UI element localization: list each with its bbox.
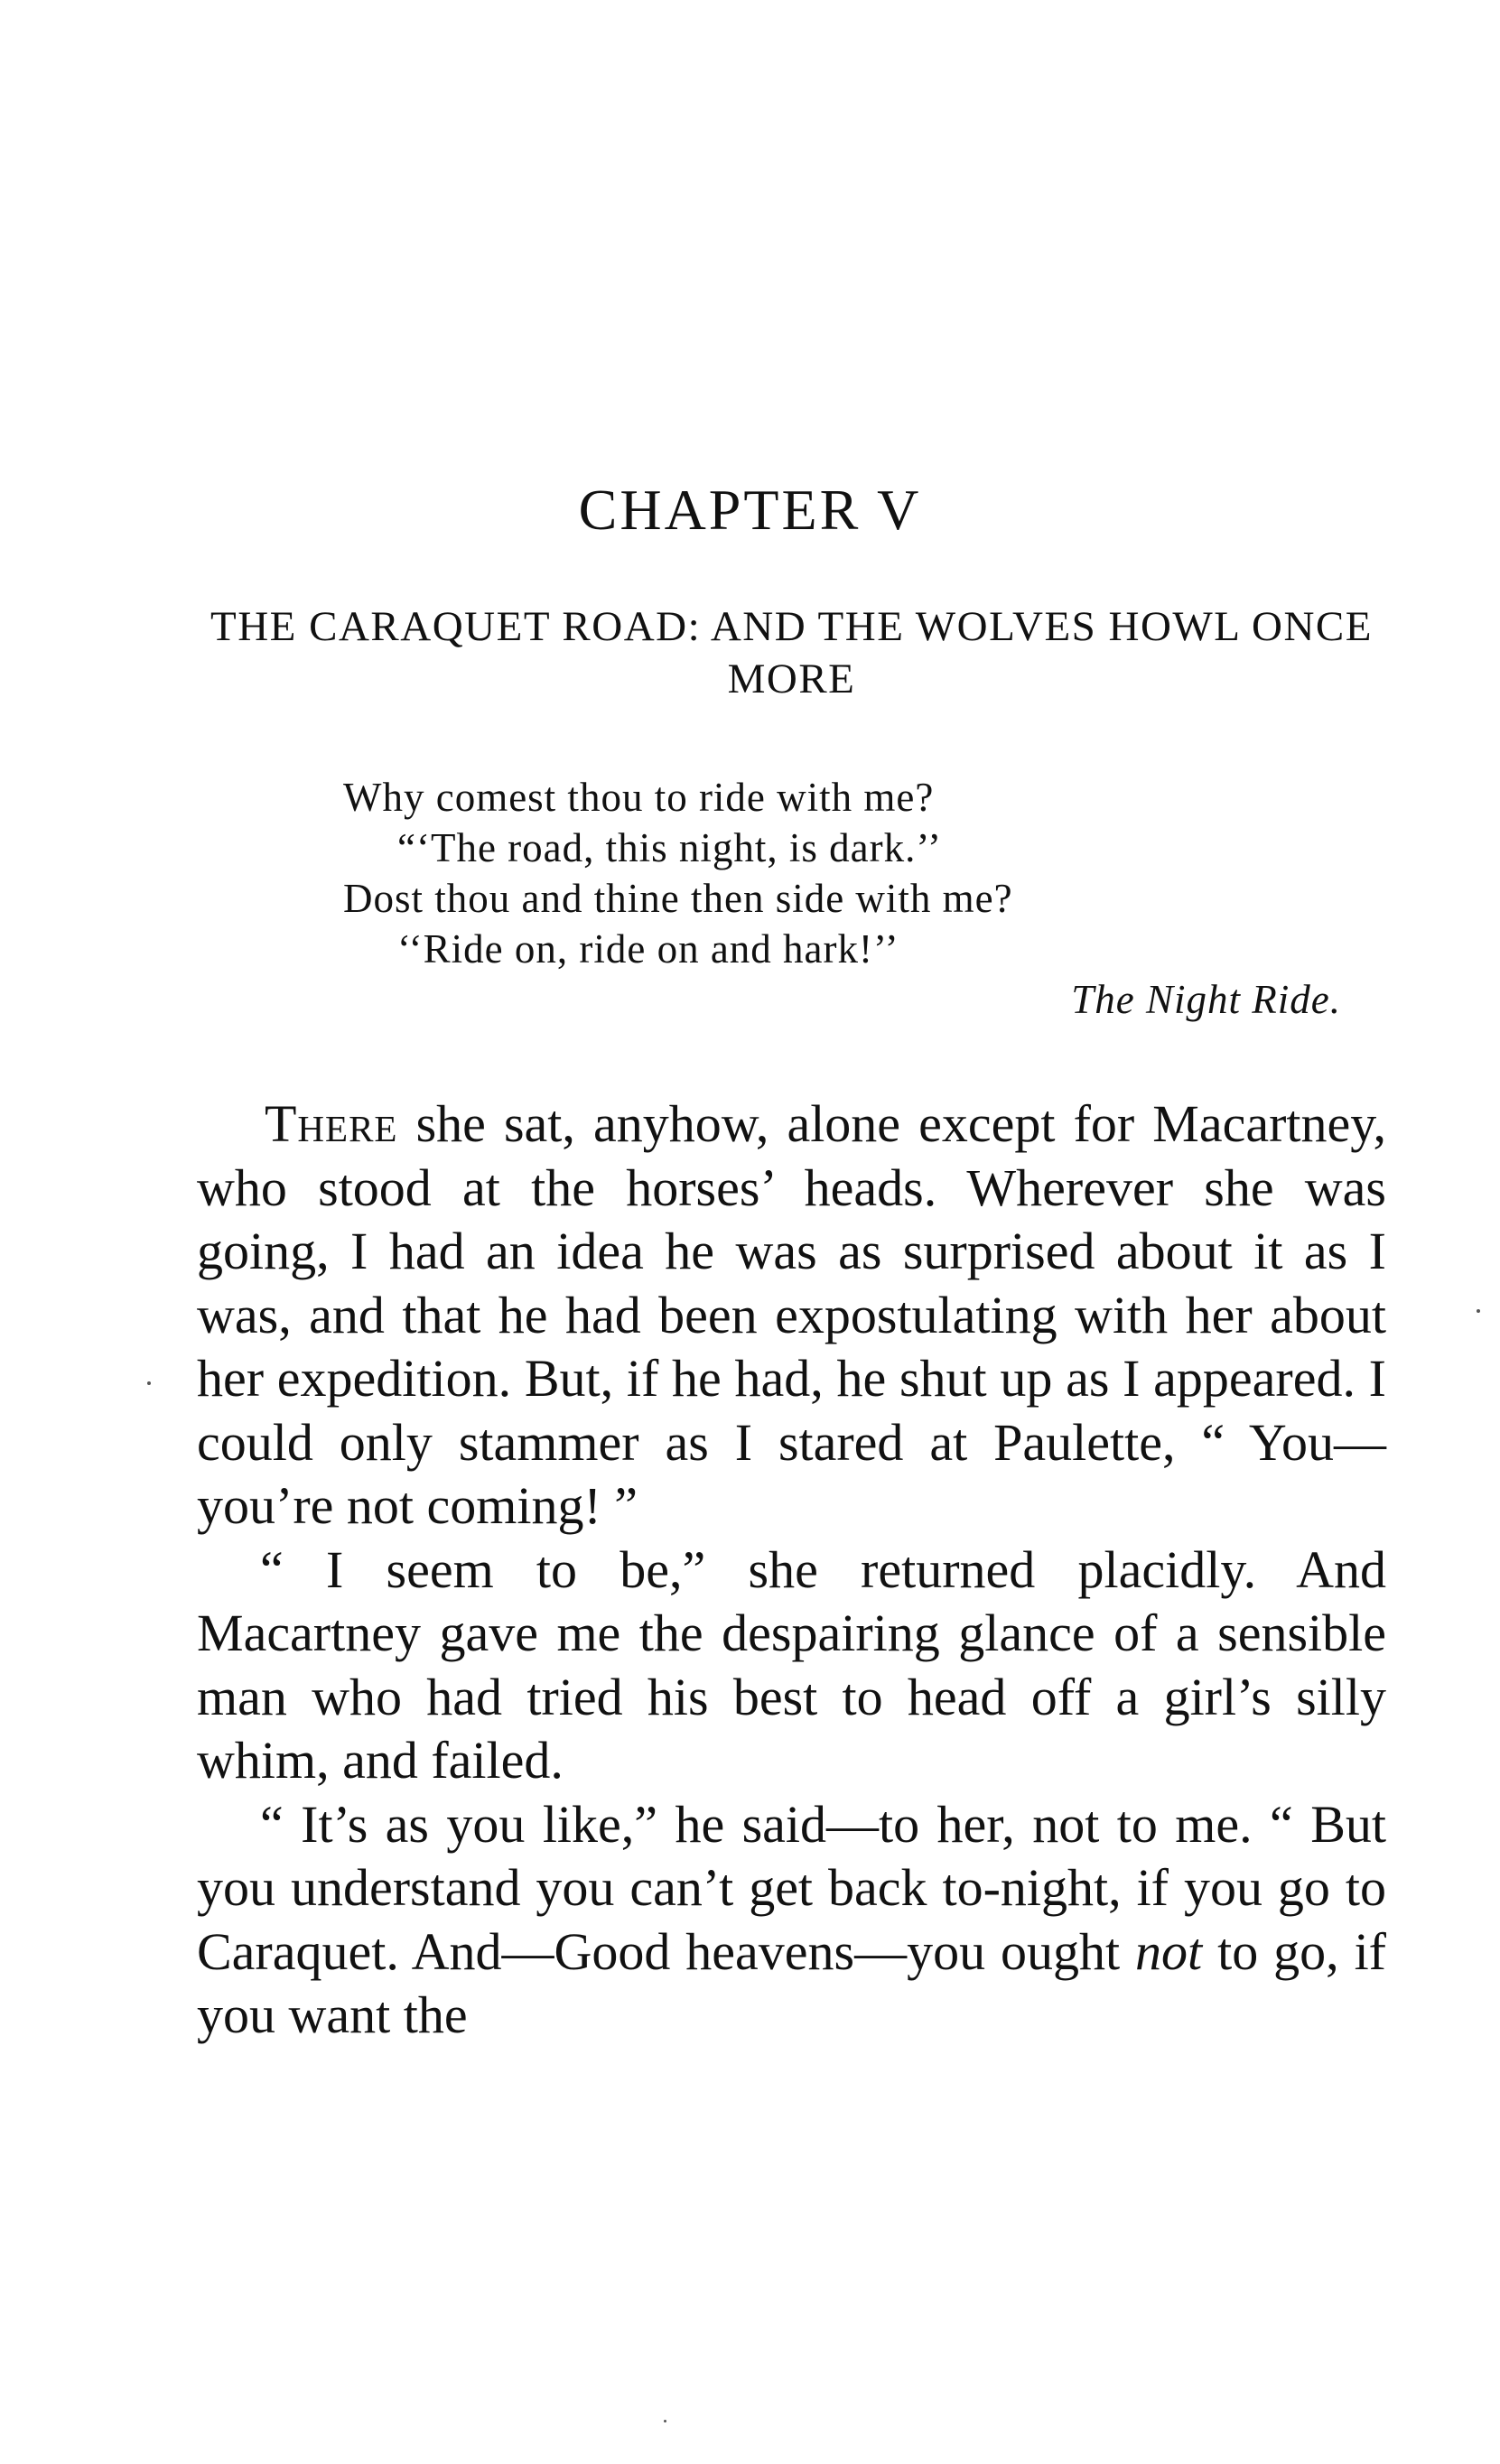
paragraph	[197, 1793, 1386, 2048]
epigraph	[343, 772, 1341, 1025]
print-speck	[1477, 1309, 1480, 1313]
paragraph: “ I seem to be,” she returned placidly. And Macartney gave me the despairing glance of a sensible man who had tried his best to head off a girl’s silly whim, and failed.	[197, 1539, 1386, 1790]
paragraph-text: she sat, anyhow, alone except for Macartney, who stood at the horses’ heads. Wherever she was going, I had an idea he was as surprised about it as I was, and that he had been expostulating with her about her expedition. But, if he had, he shut up as I appeared. I could only stammer as I stared at Paulette, “ You—you’re not coming! ”	[197, 1094, 1386, 1535]
paragraph-text: to go, if you want the	[197, 1921, 1386, 2044]
paragraph-text: “ It’s as you like,” he said—to her, not to me. “ But you understand you can’t get back to-night, if you go to Caraquet. And—Good heavens—you ought	[197, 1794, 1386, 1981]
chapter-subtitle: THE CARAQUET ROAD: AND THE WOLVES HOWL ONCE MORE	[210, 603, 1373, 702]
emphasized-word: not	[1135, 1921, 1203, 1981]
print-speck	[664, 2420, 666, 2422]
paragraph	[197, 1093, 1386, 1539]
epigraph-line: “‘The road, this night, is dark.’’	[397, 825, 943, 870]
epigraph-line: ‘‘Ride on, ride on and hark!’’	[397, 926, 899, 972]
epigraph-attribution: The Night Ride.	[1071, 977, 1341, 1022]
epigraph-line: Dost thou and thine then side with me?	[343, 876, 1013, 921]
paragraph-lead-word: There	[265, 1094, 398, 1153]
body-text	[197, 1093, 1386, 2048]
epigraph-line: Why comest thou to ride with me?	[343, 775, 935, 820]
print-speck	[147, 1381, 151, 1385]
chapter-title: CHAPTER V	[578, 478, 922, 542]
